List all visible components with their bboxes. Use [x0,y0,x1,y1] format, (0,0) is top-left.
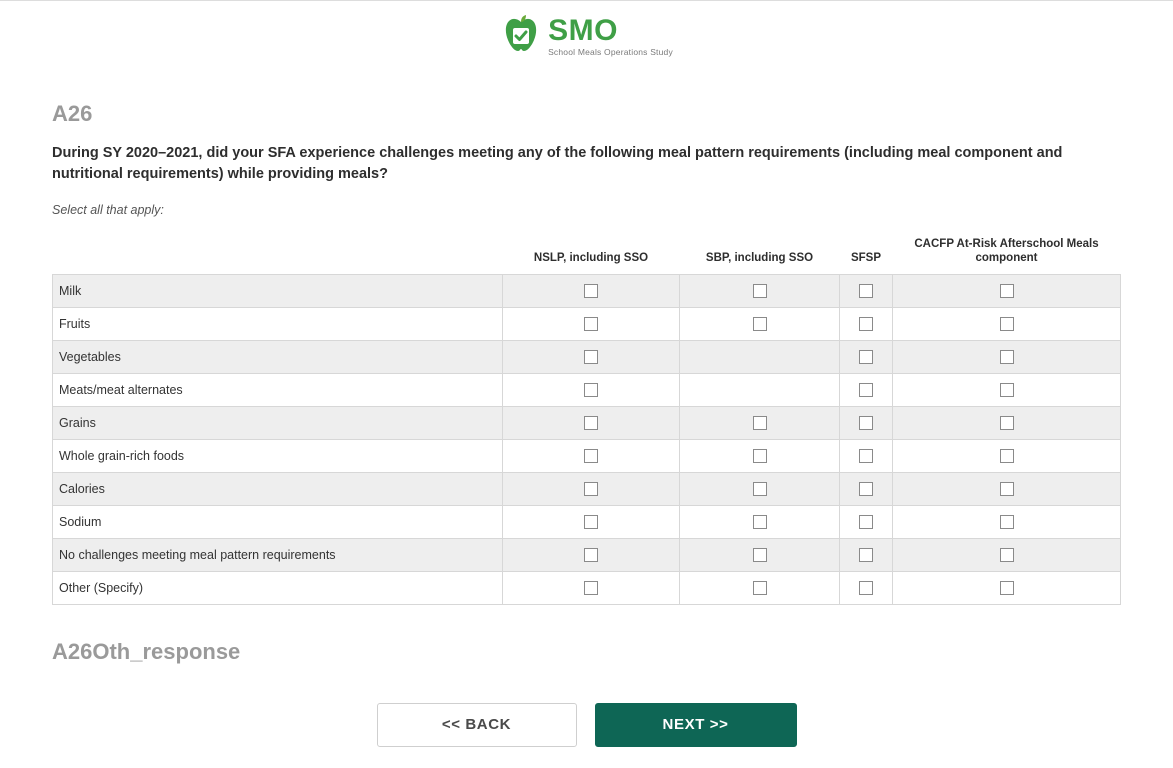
matrix-row-label: Fruits [53,307,503,340]
checkbox-sbp-0[interactable] [753,284,767,298]
matrix-header-nslp: NSLP, including SSO [533,252,649,265]
checkbox-cacfp-4[interactable] [1000,416,1014,430]
table-row [53,439,1121,472]
matrix-header-sfsp: SFSP [850,252,882,265]
navigation-bar [52,703,1121,747]
table-row [53,307,1121,340]
checkbox-sfsp-9[interactable] [859,581,873,595]
matrix-cell-sfsp[interactable] [840,307,893,340]
matrix-cell-nslp[interactable] [503,406,680,439]
matrix-cell-sfsp[interactable] [840,373,893,406]
checkbox-sfsp-5[interactable] [859,449,873,463]
checkbox-sfsp-6[interactable] [859,482,873,496]
table-row [53,538,1121,571]
checkbox-cacfp-6[interactable] [1000,482,1014,496]
matrix-cell-cacfp[interactable] [893,538,1121,571]
checkbox-cacfp-3[interactable] [1000,383,1014,397]
matrix-cell-sfsp[interactable] [840,406,893,439]
checkbox-sbp-6[interactable] [753,482,767,496]
matrix-cell-sfsp[interactable] [840,505,893,538]
logo-tagline: School Meals Operations Study [548,46,673,57]
checkbox-nslp-4[interactable] [584,416,598,430]
matrix-header-sbp: SBP, including SSO [705,252,814,265]
checkbox-nslp-3[interactable] [584,383,598,397]
matrix-cell-nslp[interactable] [503,571,680,604]
matrix-cell-sfsp[interactable] [840,340,893,373]
back-button[interactable]: << BACK [377,703,577,747]
matrix-cell-nslp[interactable] [503,505,680,538]
matrix-cell-sbp[interactable] [680,472,840,505]
checkbox-sbp-4[interactable] [753,416,767,430]
table-row [53,505,1121,538]
checkbox-cacfp-8[interactable] [1000,548,1014,562]
logo-title: SMO [548,13,618,47]
matrix-cell-sbp[interactable] [680,406,840,439]
matrix-row-label: Other (Specify) [53,571,503,604]
question-instruction: Select all that apply: [52,203,164,218]
matrix-cell-sfsp[interactable] [840,439,893,472]
table-row [53,274,1121,307]
checkbox-nslp-0[interactable] [584,284,598,298]
checkbox-cacfp-2[interactable] [1000,350,1014,364]
matrix-row-label: No challenges meeting meal pattern requirements [53,538,503,571]
table-row [53,340,1121,373]
matrix-cell-sfsp[interactable] [840,274,893,307]
checkbox-cacfp-9[interactable] [1000,581,1014,595]
matrix-row-label: Calories [53,472,503,505]
matrix-cell-sbp[interactable] [680,307,840,340]
matrix-cell-sfsp[interactable] [840,571,893,604]
matrix-cell-nslp[interactable] [503,373,680,406]
checkbox-nslp-7[interactable] [584,515,598,529]
checkbox-sfsp-4[interactable] [859,416,873,430]
checkbox-nslp-5[interactable] [584,449,598,463]
question-id: A26 [52,101,93,126]
checkbox-sfsp-3[interactable] [859,383,873,397]
checkbox-nslp-8[interactable] [584,548,598,562]
matrix-cell-sfsp[interactable] [840,472,893,505]
checkbox-cacfp-7[interactable] [1000,515,1014,529]
matrix-cell-nslp[interactable] [503,340,680,373]
matrix-header-row [53,233,1121,274]
page-header [0,1,1173,71]
checkbox-cacfp-5[interactable] [1000,449,1014,463]
checkbox-sbp-7[interactable] [753,515,767,529]
question-content [0,101,1173,747]
question-text: During SY 2020–2021, did your SFA experience challenges meeting any of the following meal pattern requirements (including meal component and nutritional requirements) while providing meals? [52,145,1063,183]
matrix-cell-nslp[interactable] [503,538,680,571]
checkbox-cacfp-1[interactable] [1000,317,1014,331]
checkbox-sbp-1[interactable] [753,317,767,331]
checkbox-sfsp-2[interactable] [859,350,873,364]
matrix-cell-sbp[interactable] [680,505,840,538]
matrix-cell-sbp[interactable] [680,439,840,472]
matrix-cell-cacfp[interactable] [893,505,1121,538]
table-row [53,571,1121,604]
table-row [53,406,1121,439]
table-row [53,373,1121,406]
matrix-cell-sbp [680,373,840,406]
matrix-row-label: Meats/meat alternates [53,373,503,406]
checkbox-nslp-6[interactable] [584,482,598,496]
meal-pattern-matrix [52,233,1121,605]
matrix-row-label: Grains [53,406,503,439]
checkbox-sbp-8[interactable] [753,548,767,562]
matrix-cell-sbp[interactable] [680,571,840,604]
matrix-cell-sbp[interactable] [680,274,840,307]
matrix-cell-nslp[interactable] [503,274,680,307]
matrix-cell-cacfp[interactable] [893,373,1121,406]
table-row [53,472,1121,505]
matrix-body [53,274,1121,604]
apple-checkmark-icon [500,15,542,57]
matrix-header-cacfp: CACFP At-Risk Afterschool Meals component [914,238,1099,265]
checkbox-sfsp-8[interactable] [859,548,873,562]
matrix-cell-sfsp[interactable] [840,538,893,571]
matrix-cell-cacfp[interactable] [893,307,1121,340]
checkbox-cacfp-0[interactable] [1000,284,1014,298]
matrix-cell-nslp[interactable] [503,439,680,472]
other-response-id: A26Oth_response [52,638,241,664]
matrix-header-blank [53,233,503,274]
matrix-cell-cacfp[interactable] [893,571,1121,604]
matrix-row-label: Vegetables [53,340,503,373]
checkbox-nslp-9[interactable] [584,581,598,595]
checkbox-sfsp-0[interactable] [859,284,873,298]
matrix-cell-sbp[interactable] [680,538,840,571]
matrix-row-label: Milk [53,274,503,307]
checkbox-nslp-1[interactable] [584,317,598,331]
next-button[interactable]: NEXT >> [595,703,797,747]
matrix-cell-cacfp[interactable] [893,274,1121,307]
matrix-row-label: Sodium [53,505,503,538]
checkbox-sbp-5[interactable] [753,449,767,463]
matrix-cell-nslp[interactable] [503,307,680,340]
matrix-cell-cacfp[interactable] [893,340,1121,373]
smo-logo [500,15,673,57]
checkbox-sfsp-7[interactable] [859,515,873,529]
matrix-row-label: Whole grain-rich foods [53,439,503,472]
matrix-cell-cacfp[interactable] [893,472,1121,505]
checkbox-sbp-9[interactable] [753,581,767,595]
matrix-cell-sbp [680,340,840,373]
matrix-cell-cacfp[interactable] [893,439,1121,472]
matrix-cell-nslp[interactable] [503,472,680,505]
checkbox-nslp-2[interactable] [584,350,598,364]
matrix-cell-cacfp[interactable] [893,406,1121,439]
checkbox-sfsp-1[interactable] [859,317,873,331]
